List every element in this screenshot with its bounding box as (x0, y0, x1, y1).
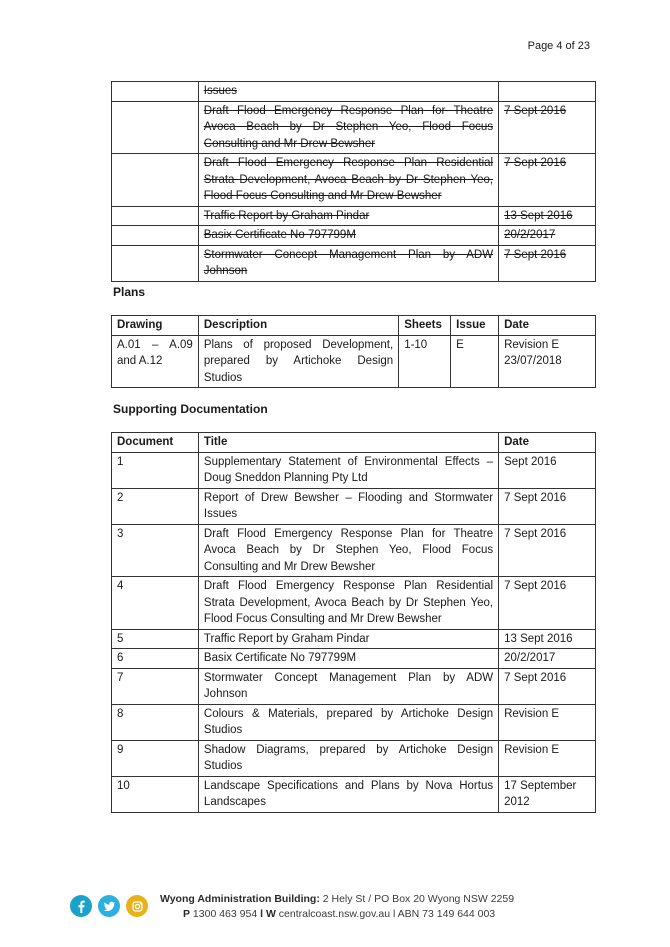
supporting-header-row (112, 433, 596, 453)
footer-phone-label: P (183, 908, 191, 920)
plans-header-drawing: Drawing (112, 316, 199, 336)
supporting-document-number: 1 (112, 452, 199, 488)
plans-header-issue: Issue (451, 316, 499, 336)
supporting-document-row (112, 668, 596, 704)
supporting-document-row (112, 704, 596, 740)
supporting-document-number: 9 (112, 740, 199, 776)
supporting-document-date: 13 Sept 2016 (499, 629, 596, 649)
supporting-header-document: Document (112, 433, 199, 453)
supporting-documentation-table (111, 432, 596, 813)
supporting-document-number: 6 (112, 649, 199, 669)
supporting-document-number: 2 (112, 488, 199, 524)
previous-document-row (112, 245, 596, 281)
footer-separator: l (260, 908, 266, 920)
supporting-document-row (112, 629, 596, 649)
previous-document-blank-cell (112, 154, 199, 207)
footer (70, 893, 600, 925)
previous-document-blank-cell (112, 206, 199, 226)
plans-header-date: Date (499, 316, 596, 336)
plans-drawing-cell: A.01 – A.09 and A.12 (112, 335, 199, 388)
supporting-document-number: 5 (112, 629, 199, 649)
supporting-document-number: 10 (112, 776, 199, 812)
plans-sheets-cell: 1-10 (399, 335, 451, 388)
supporting-document-title: Traffic Report by Graham Pindar (198, 629, 498, 649)
footer-address-line (160, 893, 514, 905)
supporting-document-number: 8 (112, 704, 199, 740)
footer-abn: l ABN 73 149 644 003 (392, 908, 496, 920)
supporting-document-row (112, 649, 596, 669)
previous-document-date: 7 Sept 2016 (499, 245, 596, 281)
previous-document-row (112, 206, 596, 226)
supporting-document-date: 7 Sept 2016 (499, 524, 596, 577)
previous-document-blank-cell (112, 226, 199, 246)
plans-header-sheets: Sheets (399, 316, 451, 336)
supporting-document-title: Shadow Diagrams, prepared by Artichoke Design Studios (198, 740, 498, 776)
previous-document-blank-cell (112, 82, 199, 102)
supporting-document-row (112, 740, 596, 776)
previous-document-row (112, 82, 596, 102)
plans-description-cell: Plans of proposed Development, prepared by Artichoke Design Studios (198, 335, 398, 388)
supporting-document-title: Stormwater Concept Management Plan by ADW Johnson (198, 668, 498, 704)
supporting-document-date: Revision E (499, 740, 596, 776)
footer-web-label: W (265, 908, 276, 920)
supporting-document-date: 20/2/2017 (499, 649, 596, 669)
supporting-document-row (112, 524, 596, 577)
supporting-document-date: 7 Sept 2016 (499, 488, 596, 524)
supporting-header-title: Title (198, 433, 498, 453)
supporting-document-number: 3 (112, 524, 199, 577)
plans-table (111, 315, 596, 388)
supporting-document-date: Sept 2016 (499, 452, 596, 488)
previous-document-row (112, 101, 596, 154)
supporting-document-date: 7 Sept 2016 (499, 668, 596, 704)
previous-document-row (112, 154, 596, 207)
previous-document-title: Draft Flood Emergency Response Plan Residential Strata Development, Avoca Beach by Dr Stephen Yeo, Flood Focus Consulting and Mr Drew Bewsher (198, 154, 498, 207)
page-number: Page 4 of 23 (527, 40, 590, 52)
previous-document-title: Stormwater Concept Management Plan by ADW Johnson (198, 245, 498, 281)
footer-phone: 1300 463 954 (190, 908, 261, 920)
supporting-document-title: Supplementary Statement of Environmental Effects – Doug Sneddon Planning Pty Ltd (198, 452, 498, 488)
previous-document-row (112, 226, 596, 246)
plans-row (112, 335, 596, 388)
plans-header-description: Description (198, 316, 398, 336)
footer-contact-line (183, 908, 495, 920)
supporting-document-date: 7 Sept 2016 (499, 577, 596, 630)
supporting-document-title: Basix Certificate No 797799M (198, 649, 498, 669)
supporting-document-title: Colours & Materials, prepared by Artichoke Design Studios (198, 704, 498, 740)
previous-document-blank-cell (112, 101, 199, 154)
previous-document-title: Issues (198, 82, 498, 102)
plans-header-row (112, 316, 596, 336)
instagram-icon[interactable] (126, 895, 148, 917)
supporting-document-title: Landscape Specifications and Plans by Nova Hortus Landscapes (198, 776, 498, 812)
supporting-header-date: Date (499, 433, 596, 453)
previous-document-title: Traffic Report by Graham Pindar (198, 206, 498, 226)
footer-address: 2 Hely St / PO Box 20 Wyong NSW 2259 (319, 893, 515, 905)
plans-date-cell: Revision E 23/07/2018 (499, 335, 596, 388)
plans-issue-cell: E (451, 335, 499, 388)
supporting-document-row (112, 452, 596, 488)
previous-document-date: 7 Sept 2016 (499, 101, 596, 154)
supporting-document-date: Revision E (499, 704, 596, 740)
supporting-document-number: 7 (112, 668, 199, 704)
supporting-document-row (112, 776, 596, 812)
previous-document-date: 13 Sept 2016 (499, 206, 596, 226)
footer-website[interactable]: centralcoast.nsw.gov.au (275, 908, 393, 920)
previous-document-date: 20/2/2017 (499, 226, 596, 246)
supporting-document-title: Draft Flood Emergency Response Plan Residential Strata Development, Avoca Beach by Dr Stephen Yeo, Flood Focus Consulting and Mr Drew Bewsher (198, 577, 498, 630)
social-icons (70, 895, 148, 917)
footer-building-label: Wyong Administration Building: (160, 893, 320, 905)
plans-heading: Plans (113, 285, 146, 299)
previous-document-blank-cell (112, 245, 199, 281)
supporting-document-title: Report of Drew Bewsher – Flooding and Stormwater Issues (198, 488, 498, 524)
supporting-document-number: 4 (112, 577, 199, 630)
supporting-document-title: Draft Flood Emergency Response Plan for Theatre Avoca Beach by Dr Stephen Yeo, Flood Focus Consulting and Mr Drew Bewsher (198, 524, 498, 577)
supporting-documentation-heading: Supporting Documentation (113, 402, 268, 416)
supporting-document-row (112, 488, 596, 524)
previous-document-title: Draft Flood Emergency Response Plan for Theatre Avoca Beach by Dr Stephen Yeo, Flood Focus Consulting and Mr Drew Bewsher (198, 101, 498, 154)
twitter-icon[interactable] (98, 895, 120, 917)
supporting-document-date: 17 September 2012 (499, 776, 596, 812)
previous-document-title: Basix Certificate No 797799M (198, 226, 498, 246)
supporting-document-row (112, 577, 596, 630)
facebook-icon[interactable] (70, 895, 92, 917)
previous-document-date (499, 82, 596, 102)
previous-document-date: 7 Sept 2016 (499, 154, 596, 207)
previous-documents-table (111, 81, 596, 282)
